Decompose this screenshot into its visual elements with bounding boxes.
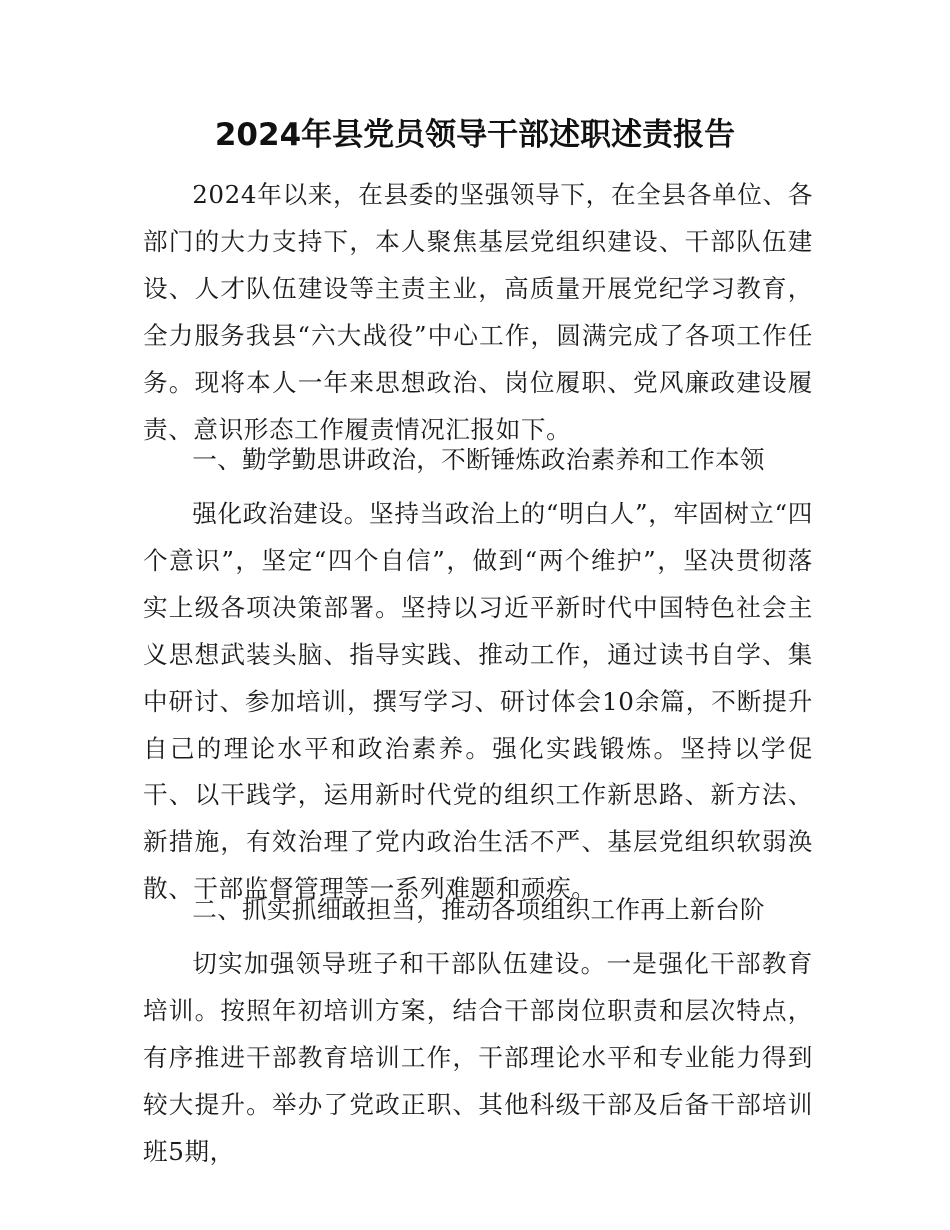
section-heading-2: 二、抓实抓细敢担当，推动各项组织工作再上新台阶 (192, 895, 765, 924)
section-heading-1: 一、勤学勤思讲政治，不断锤炼政治素养和工作本领 (192, 445, 765, 474)
paragraph-section-2: 切实加强领导班子和干部队伍建设。一是强化干部教育培训。按照年初培训方案，结合干部岗位职责和层次特点，有序推进干部教育培训工作，干部理论水平和专业能力得到较大提升。举办了党政正职、其他科级干部及后备干部培训班5期， (143, 949, 813, 1166)
paragraph-section-1: 强化政治建设。坚持当政治上的“明白人”，牢固树立“四个意识”，坚定“四个自信”，做到“两个维护”，坚决贯彻落实上级各项决策部署。坚持以习近平新时代中国特色社会主义思想武装头脑、指导实践、推动工作，通过读书自学、集中研讨、参加培训，撰写学习、研讨体会10余篇，不断提升自己的理论水平和政治素养。强化实践锻炼。坚持以学促干、以干践学，运用新时代党的组织工作新思路、新方法、新措施，有效治理了党内政治生活不严、基层党组织软弱涣散、干部监督管理等一系列难题和顽疾。 (143, 499, 813, 904)
paragraph-intro: 2024年以来，在县委的坚强领导下，在全县各单位、各部门的大力支持下，本人聚焦基层党组织建设、干部队伍建设、人才队伍建设等主责主业，高质量开展党纪学习教育，全力服务我县“六大战役”中心工作，圆满完成了各项工作任务。现将本人一年来思想政治、岗位履职、党风廉政建设履责、意识形态工作履责情况汇报如下。 (143, 180, 813, 444)
document-title: 2024年县党员领导干部述职述责报告 (214, 117, 736, 153)
